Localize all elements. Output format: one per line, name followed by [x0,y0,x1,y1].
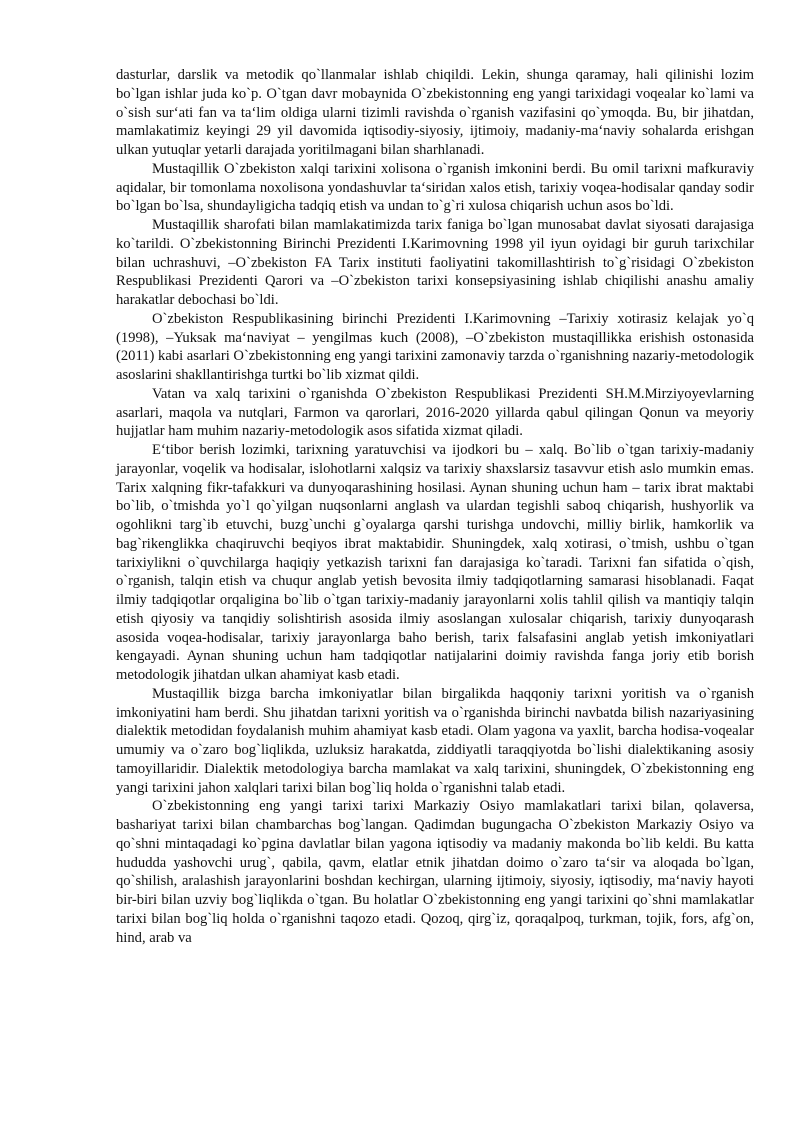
paragraph-3: Mustaqillik sharofati bilan mamlakatimizda tarix faniga bo`lgan munosabat davlat siyosati darajasiga ko`tarildi. O`zbekistonning Birinchi Prezidenti I.Karimovning 1998 yil iyun oyidagi bir guruh tarixchilar bilan uchrashuvi, –O`zbekiston FA Tarix instituti faoliyatini takomillashtirish to`g`risidagi O`zbekiston Respublikasi Prezidenti Qarori va –O`zbekiston tarixi konsepsiyasining ishlab chiqilishi anashu amaliy harakatlar debochasi bo`ldi. [116,217,754,308]
paragraph-8: O`zbekistonning eng yangi tarixi tarixi Markaziy Osiyo mamlakatlari tarixi bilan, qolaversa, bashariyat tarixi bilan chambarchas bog`langan. Qadimdan bugungacha O`zbekiston Markaziy Osiyo va qo`shni mintaqadagi ko`pgina davlatlar bilan yagona iqtisodiy va madaniy makonda bo`lib keldi. Bu katta hududda yashovchi urug`, qabila, qavm, elatlar etnik jihatdan doimo o`zaro ta‘sir va aloqada bo`lgan, qo`shilish, aralashish jarayonlarini boshdan kechirgan, ularning ijtimoiy, siyosiy, iqtisodiy, ma‘naviy hayoti bir-biri bilan uzviy bog`liqlikda o`tgan. Bu holatlar O`zbekistonning eng yangi tarixini qo`shni mamlakatlar tarixi bilan bog`liq holda o`rganishni taqozo etadi. Qozoq, qirg`iz, qoraqalpoq, turkman, tojik, fors, afg`on, hind, arab va [116,798,754,946]
paragraph-4: O`zbekiston Respublikasining birinchi Prezidenti I.Karimovning –Tarixiy xotirasiz kelajak yo`q (1998), –Yuksak ma‘naviyat – yengilmas kuch (2008), –O`zbekiston mustaqillikka erishish ostonasida (2011) kabi asarlari O`zbekistonning eng yangi tarixini zamonaviy tarzda o`rganishning nazariy-metodologik asoslarini shakllantirishga turtki bo`lib xizmat qildi. [116,310,754,383]
paragraph-6: E‘tibor berish lozimki, tarixning yaratuvchisi va ijodkori bu – xalq. Bo`lib o`tgan tarixiy-madaniy jarayonlar, voqelik va hodisalar, islohotlarni xalqsiz va tarixiy shaxslarsiz tasavvur etish aslo mumkin emas. Tarix xalqning fikr-tafakkuri va dunyoqarashining hosilasi. Aynan shuning uchun ham – tarix ibrat maktabi bo`lib, o`tmishda yo`l qo`yilgan nuqsonlarni anglash va ulardan tegishli saboq chiqarish, hushyorlik va ogohlikni targ`ib etuvchi, buzg`unchi g`oyalarga qarshi turishga undovchi, milliy birlik, hamkorlik va bag`rikenglikka chaqiruvchi beqiyos ibrat maktabidir. Shuningdek, xalq xotirasi, o`tmish, ushbu o`tgan tarixiylikni o`quvchilarga haqiqiy yetkazish tarixni fan darajasiga ko`taradi. Tarixni fan sifatida o`qish, o`rganish, talqin etish va chuqur anglab yetish bevosita ilmiy tadqiqotlarning samarasi hisoblanadi. Faqat ilmiy tadqiqotlar orqaligina bo`lib o`tgan tarixiy-madaniy jarayonlarni xolis tahlil qilish va mantiqiy talqin etish qiyosiy va tanqidiy solishtirish asosida ilmiy asoslangan xulosalar chiqarish, tarixiy dunyoqarash asosida voqea-hodisalar, tarixiy jarayonlarga baho berish, tarix falsafasini anglab yetish imkoniyatlari kengayadi. Aynan shuning uchun ham tadqiqotlar natijalarini doimiy ravishda fanga joriy etib borish metodologik jihatdan ulkan ahamiyat kasb etadi. [116,442,754,683]
document-page [116,66,754,947]
paragraph-7: Mustaqillik bizga barcha imkoniyatlar bilan birgalikda haqqoniy tarixni yoritish va o`rganish imkoniyatini ham berdi. Shu jihatdan tarixni yoritish va o`rganishda birinchi navbatda bilish nazariyasining dialektik metodidan foydalanish muhim ahamiyat kasb etadi. Olam yagona va yaxlit, barcha hodisa-voqealar umumiy va o`zaro bog`liqlikda, uzluksiz harakatda, ziddiyatli taraqqiyotda bo`lishi dialektikaning asosiy tamoyillaridir. Dialektik metodologiya barcha mamlakat va xalq tarixini, shuningdek, O`zbekistonning eng yangi tarixini jahon xalqlari tarixi bilan bog`liq holda o`rganishni talab etadi. [116,685,754,796]
paragraph-1: dasturlar, darslik va metodik qo`llanmalar ishlab chiqildi. Lekin, shunga qaramay, hali qilinishi lozim bo`lgan ishlar juda ko`p. O`tgan davr mobaynida O`zbekistonning eng yangi tarixidagi voqealar ko`lami va o`sish sur‘ati fan va ta‘lim oldiga ularni tizimli ravishda o`rganish vazifasini qo`ymoqda. Bu, bir jihatdan, mamlakatimiz keyingi 29 yil davomida iqtisodiy-siyosiy, ijtimoiy, madaniy-ma‘naviy sohalarda erishgan ulkan yutuqlar yetarli darajada yoritilmagani bilan sharhlanadi. [116,67,754,158]
paragraph-5: Vatan va xalq tarixini o`rganishda O`zbekiston Respublikasi Prezidenti SH.M.Mirziyoyevlarning asarlari, maqola va nutqlari, Farmon va qarorlari, 2016-2020 yillarda qabul qilingan Qonun va meyoriy hujjatlar ham muhim nazariy-metodologik asos sifatida xizmat qiladi. [116,385,754,440]
paragraph-2: Mustaqillik O`zbekiston xalqi tarixini xolisona o`rganish imkonini berdi. Bu omil tarixni mafkuraviy aqidalar, bir tomonlama noxolisona yondashuvlar ta‘siridan xalos etish, tarixiy voqea-hodisalar qanday sodir bo`lgan bo`lsa, shundayligicha tadqiq etish va undan to`g`ri xulosa chiqarish uchun asos bo`ldi. [116,160,754,215]
